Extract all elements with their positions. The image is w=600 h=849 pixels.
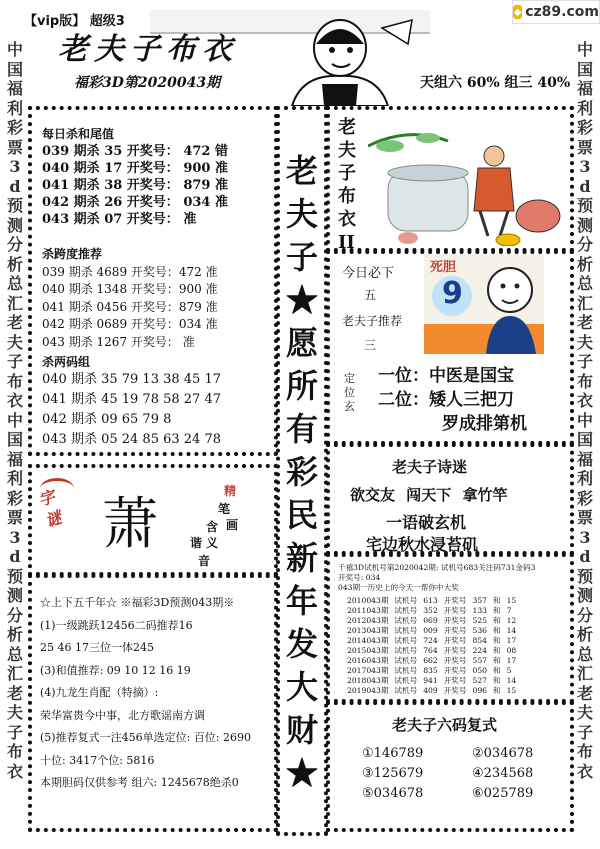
history-cell: 527 <box>472 676 487 685</box>
history-row <box>344 646 519 656</box>
history-cell: 和 <box>492 686 501 695</box>
span-title: 杀跨度推荐 <box>42 247 103 261</box>
history-head-line: 043期一历史上的今天一帮你中大奖 <box>338 583 459 592</box>
six-code-item: ①146789 <box>362 746 424 761</box>
cartoon-title: 老夫子布衣II <box>338 117 356 253</box>
history-cell: 557 <box>472 656 487 665</box>
history-cell: 2018043期 <box>347 676 389 685</box>
span-row: 040 期杀 1348 开奖号：900 准 <box>42 282 218 296</box>
info-line: (5)推荐复式一注456单选定位: 百位: 2690 <box>40 731 251 744</box>
logo-text: cz89.com <box>525 4 599 20</box>
poem-title: 老夫子诗迷 <box>392 458 468 476</box>
history-cell: 133 <box>472 606 487 615</box>
history-row <box>344 636 519 646</box>
history-cell: 17 <box>506 636 517 645</box>
span-row: 042 期杀 0689 开奖号：034 准 <box>42 317 218 331</box>
history-cell: 357 <box>472 596 487 605</box>
history-row <box>344 656 519 666</box>
poem-line: 欲交友 闯天下 拿竹竿 <box>350 486 508 504</box>
history-header <box>338 563 535 593</box>
two-code-section <box>42 354 221 450</box>
history-cell: 764 <box>423 646 438 655</box>
history-cell: 开奖号 <box>443 686 467 695</box>
history-cell: 开奖号 <box>443 616 467 625</box>
super-label: 超级3 <box>89 14 125 29</box>
history-cell: 941 <box>423 676 438 685</box>
history-cell: 试机号 <box>394 606 418 615</box>
position-second: 二位：矮人三把刀 <box>378 390 514 410</box>
two-code-row: 040 期杀 35 79 13 38 45 17 <box>42 372 221 387</box>
span-row: 041 期杀 0456 开奖号：879 准 <box>42 299 218 314</box>
history-cell: 5 <box>506 666 512 675</box>
info-line: (1)一级跳跃12456二码推荐16 <box>40 618 193 632</box>
history-cell: 2013043期 <box>347 626 389 635</box>
history-cell: 和 <box>492 666 501 675</box>
six-code-grid <box>362 744 582 804</box>
riddle-side-char: 笔 <box>218 502 231 516</box>
daily-row: 043 期杀 07 开奖号： 准 <box>42 212 197 227</box>
info-line: 荣华富贵今中事，北方歌谣南方调 <box>40 708 205 722</box>
history-cell: 096 <box>472 686 487 695</box>
info-line: 十位: 3417个位: 5816 <box>40 753 155 767</box>
history-cell: 开奖号 <box>443 626 467 635</box>
position-third: 罗成排第机 <box>442 414 527 434</box>
stamp-mark <box>40 478 74 499</box>
history-cell: 开奖号 <box>443 666 467 675</box>
history-cell: 724 <box>423 636 438 645</box>
daily-row: 041 期杀 38 开奖号： 879 准 <box>42 178 228 193</box>
history-cell: 试机号 <box>394 666 418 675</box>
history-cell: 和 <box>492 656 501 665</box>
history-cell: 835 <box>423 666 438 675</box>
history-cell: 试机号 <box>394 676 418 685</box>
history-cell: 开奖号 <box>443 646 467 655</box>
side-text-right: 中国福利彩票3d预测分析总汇老夫子布衣中国福利彩票3d预测分析总汇老夫子布衣 <box>576 40 593 781</box>
history-cell: 和 <box>492 606 501 615</box>
history-cell: 2016043期 <box>347 656 389 665</box>
riddle-side-char: 精 <box>224 484 237 498</box>
span-row: 039 期杀 4689 开奖号：472 准 <box>42 264 218 279</box>
history-cell: 050 <box>472 666 487 675</box>
info-line: (4)九龙生肖配（特摘）: <box>40 686 159 699</box>
header-cartoon <box>262 14 422 106</box>
history-cell: 15 <box>506 686 517 695</box>
dingwei-label: 定位玄 <box>344 372 355 413</box>
history-cell: 和 <box>492 646 501 655</box>
badge-cartoon <box>424 254 544 354</box>
history-cell: 15 <box>506 596 517 605</box>
history-cell: 开奖号 <box>443 606 467 615</box>
history-cell: 525 <box>472 616 487 625</box>
history-cell: 试机号 <box>394 646 418 655</box>
history-cell: 2019043期 <box>347 686 389 695</box>
history-cell: 2011043期 <box>347 606 389 615</box>
daily-row: 042 期杀 26 开奖号： 034 准 <box>42 195 228 210</box>
history-cell: 试机号 <box>394 596 418 605</box>
history-row <box>344 596 519 606</box>
riddle-side-char: 音 <box>198 554 211 568</box>
riddle-side-char: 义 <box>206 536 219 550</box>
two-code-title: 杀两码组 <box>42 355 91 369</box>
history-cell: 224 <box>472 646 487 655</box>
history-cell: 开奖号 <box>443 676 467 685</box>
history-cell: 2017043期 <box>347 666 389 675</box>
six-code-title: 老夫子六码复式 <box>392 716 498 734</box>
history-cell: 08 <box>506 646 517 655</box>
history-cell: 开奖号 <box>443 636 467 645</box>
history-cell: 试机号 <box>394 686 418 695</box>
must-win-label: 今日必下 <box>342 266 395 281</box>
history-cell: 和 <box>492 676 501 685</box>
history-table <box>344 596 519 696</box>
positions-list <box>378 364 527 436</box>
badge-label: 死胆 <box>430 260 457 275</box>
history-row <box>344 686 519 696</box>
history-head-line: 千禧3D试机号第2020042期: 试机号683关注码731金码3 <box>338 563 536 572</box>
cartoon-illustration <box>368 116 568 246</box>
history-cell: 和 <box>492 626 501 635</box>
poem-line: 一语破玄机 <box>386 513 467 532</box>
info-lines <box>40 592 251 795</box>
span-row: 043 期杀 1267 开奖号： 准 <box>42 334 195 349</box>
recommend-label: 老夫子推荐 <box>342 314 403 328</box>
six-code-item: ⑥025789 <box>472 786 534 801</box>
six-code-item: ④234568 <box>472 766 534 781</box>
six-code-item: ②034678 <box>472 746 534 761</box>
side-text-left: 中国福利彩票3d预测分析总汇老夫子布衣中国福利彩票3d预测分析总汇老夫子布衣 <box>6 40 23 781</box>
six-code-item: ③125679 <box>362 766 424 781</box>
info-line: 本期胆码仅供参考 组六: 1245678绝杀0 <box>40 776 239 789</box>
badge-number: 9 <box>442 276 463 311</box>
history-row <box>344 616 519 626</box>
riddle-side-char: 谐 <box>190 536 203 550</box>
history-cell: 14 <box>506 626 517 635</box>
history-cell: 17 <box>506 656 517 665</box>
riddle-side-char: 含 <box>206 520 219 534</box>
history-cell: 069 <box>423 616 438 625</box>
issue-title: 福彩3D第2020043期 <box>74 75 221 91</box>
history-cell: 409 <box>423 686 438 695</box>
history-cell: 开奖号 <box>443 656 467 665</box>
history-cell: 和 <box>492 596 501 605</box>
history-cell: 613 <box>423 596 438 605</box>
site-logo[interactable] <box>512 0 600 24</box>
history-row <box>344 626 519 636</box>
vip-label: 【vip版】 <box>24 14 86 29</box>
info-line: ☆上下五千年☆ ※福彩3D预测043期※ <box>40 596 235 609</box>
history-cell: 12 <box>506 616 517 625</box>
history-cell: 2014043期 <box>347 636 389 645</box>
history-cell: 试机号 <box>394 636 418 645</box>
history-head-line: 开奖号: 034 <box>338 573 381 582</box>
two-code-row: 041 期杀 45 19 78 58 27 47 <box>42 392 221 407</box>
history-cell: 7 <box>506 606 512 615</box>
page-title: 老夫子布衣 <box>58 32 238 67</box>
history-cell: 开奖号 <box>443 596 467 605</box>
riddle-stamp: 字谜 <box>36 486 64 531</box>
info-line: 25 46 17三位一体245 <box>40 641 154 654</box>
riddle-character: 萧 <box>102 492 158 557</box>
daily-title: 每日杀和尾值 <box>42 127 115 141</box>
history-row <box>344 666 519 676</box>
history-row <box>344 606 519 616</box>
daily-section <box>42 126 228 228</box>
ratio-text: 天组六 60% 组三 40% <box>420 75 571 91</box>
history-cell: 2015043期 <box>347 646 389 655</box>
history-cell: 和 <box>492 616 501 625</box>
span-section <box>42 246 218 351</box>
daily-row: 040 期杀 17 开奖号： 900 准 <box>42 161 228 176</box>
history-cell: 662 <box>423 656 438 665</box>
poem-line: 宅边秋水浸苔矶 <box>366 535 479 554</box>
history-cell: 536 <box>472 626 487 635</box>
history-cell: 854 <box>472 636 487 645</box>
position-first: 一位：中医是国宝 <box>378 366 514 386</box>
history-cell: 和 <box>492 636 501 645</box>
history-cell: 试机号 <box>394 656 418 665</box>
history-cell: 试机号 <box>394 616 418 625</box>
info-line: (3)和值推荐: 09 10 12 16 19 <box>40 663 191 677</box>
must-win-digit: 五 <box>364 288 377 302</box>
two-code-row: 043 期杀 05 24 85 63 24 78 <box>42 432 221 447</box>
logo-icon: ◆ <box>513 6 522 18</box>
history-row <box>344 676 519 686</box>
history-cell: 2012043期 <box>347 616 389 625</box>
daily-row: 039 期杀 35 开奖号： 472 错 <box>42 144 228 159</box>
history-cell: 14 <box>506 676 517 685</box>
riddle-side-char: 画 <box>226 518 239 532</box>
recommend-digit: 三 <box>364 338 377 352</box>
two-code-row: 042 期杀 09 65 79 8 <box>42 412 172 427</box>
center-slogan: 老夫子★愿所有彩民新年发大财★ <box>285 152 318 792</box>
history-cell: 2010043期 <box>347 596 389 605</box>
history-cell: 试机号 <box>394 626 418 635</box>
history-cell: 009 <box>423 626 438 635</box>
six-code-item: ⑤034678 <box>362 786 424 801</box>
history-cell: 352 <box>423 606 438 615</box>
